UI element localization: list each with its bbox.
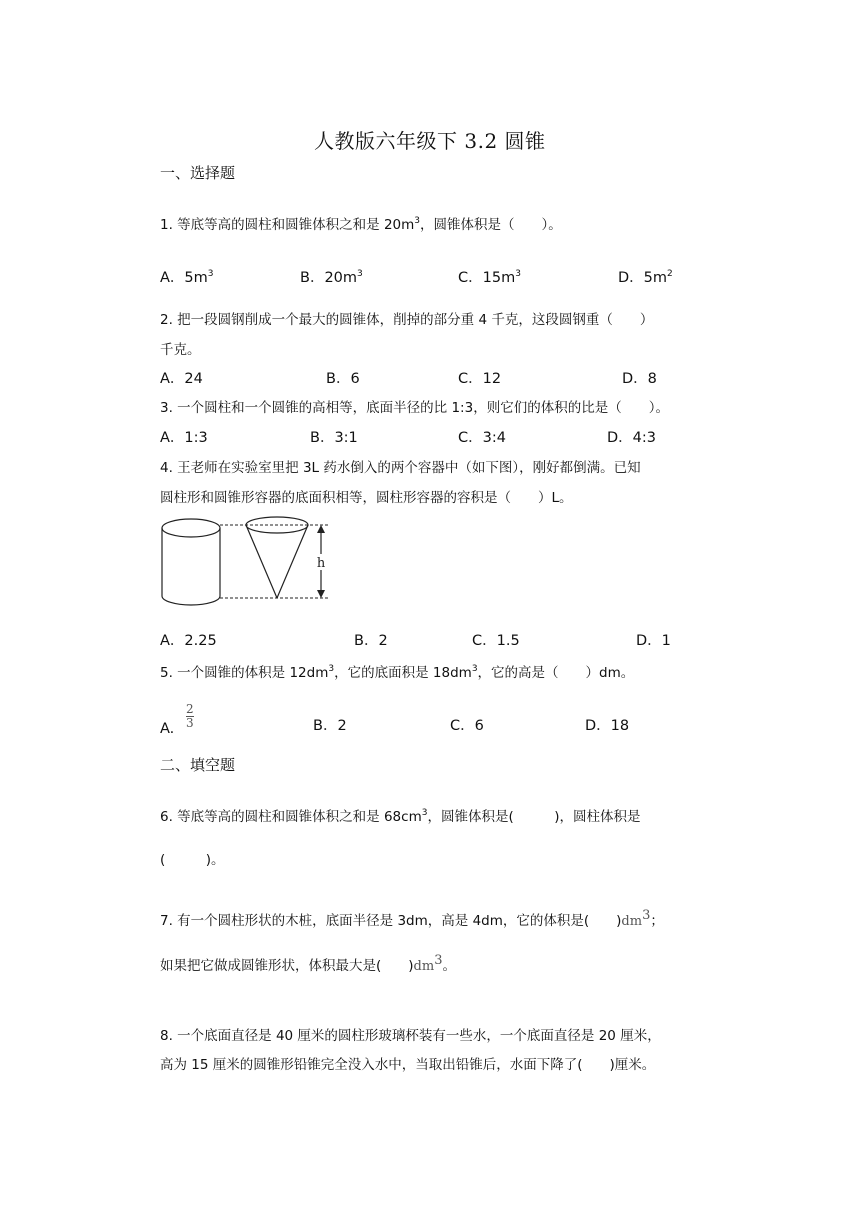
question-1-option-d[interactable]: D．$5m^2$: [618, 269, 673, 286]
question-5-option-b[interactable]: B．2: [313, 718, 347, 734]
question-5: 5. 一个圆锥的体积是 $12dm^3$，它的底面积是 $18dm^3$，它的高是（ ）dm。: [160, 664, 635, 681]
question-5-option-c[interactable]: C．6: [450, 718, 484, 734]
question-2-option-b[interactable]: B．6: [326, 371, 360, 387]
question-5-option-a[interactable]: [160, 721, 174, 737]
fraction-numerator: 2: [186, 702, 194, 716]
question-4-option-c[interactable]: C．1.5: [472, 633, 520, 649]
height-arrow-up: [317, 525, 325, 533]
question-3-option-d[interactable]: D．4:3: [607, 430, 657, 446]
cone-left-side: [246, 525, 277, 598]
fraction-denominator: 3: [186, 716, 194, 730]
question-4-option-b[interactable]: B．2: [354, 633, 388, 649]
question-1-text-b: ，圆锥体积是（ ）。: [420, 217, 562, 233]
question-4-option-a[interactable]: A．2.25: [160, 633, 217, 649]
question-7-line-2: 如果把它做成圆锥形状，体积最大是( )$dm^3$。: [160, 953, 456, 974]
question-4-line-1: 4. 王老师在实验室里把 3L 药水倒入的两个容器中（如下图），刚好都倒满。已知: [160, 460, 641, 476]
question-2-option-a[interactable]: A．24: [160, 371, 203, 387]
question-1: [160, 215, 562, 235]
question-6-line-1: 6. 等底等高的圆柱和圆锥体积之和是 $68cm^3$，圆锥体积是( )，圆柱体积是: [160, 808, 641, 825]
fraction-two-thirds: [186, 704, 194, 731]
section-heading-fill: 二、填空题: [160, 756, 236, 774]
question-2-line-1: 2. 把一段圆钢削成一个最大的圆锥体，削掉的部分重 4 千克，这段圆钢重（ ）: [160, 312, 654, 328]
height-arrow-down: [317, 590, 325, 598]
question-2-line-2: 千克。: [160, 342, 201, 358]
question-6-line-2: ( )。: [160, 852, 225, 868]
question-3-line-1: 3. 一个圆柱和一个圆锥的高相等，底面半径的比 1:3，则它们的体积的比是（ ）。: [160, 400, 669, 416]
question-3-option-c[interactable]: C．3:4: [458, 430, 506, 446]
question-8-line-2: 高为 15 厘米的圆锥形铅锥完全没入水中，当取出铅锥后，水面下降了( )厘米。: [160, 1057, 656, 1073]
question-1-option-b[interactable]: B．$20m^3$: [300, 269, 363, 286]
cylinder-cone-figure: [158, 514, 338, 610]
question-1-text-a: 1. 等底等高的圆柱和圆锥体积之和是 20m: [160, 217, 415, 233]
question-3-option-a[interactable]: A．1:3: [160, 430, 208, 446]
page-title: 人教版六年级下 3.2 圆锥: [314, 129, 546, 153]
question-5-option-d[interactable]: D．18: [585, 718, 630, 734]
cone-right-side: [277, 525, 308, 598]
question-1-option-a[interactable]: A．$5m^3$: [160, 269, 214, 286]
question-2-option-d[interactable]: D．8: [622, 371, 657, 387]
height-label: h: [316, 556, 326, 571]
question-2-option-c[interactable]: C．12: [458, 371, 502, 387]
cylinder-bottom-arc: [162, 596, 220, 605]
question-7-line-1: 7. 有一个圆柱形状的木桩，底面半径是 3dm，高是 4dm，它的体积是( )$dm^3$；: [160, 908, 664, 929]
question-1-option-c[interactable]: C．$15m^3$: [458, 269, 521, 286]
question-4-option-d[interactable]: D．1: [636, 633, 671, 649]
question-1-sup: 3: [414, 216, 421, 226]
cylinder-top-ellipse: [162, 519, 220, 537]
question-4-line-2: 圆柱形和圆锥形容器的底面积相等，圆柱形容器的容积是（ ）L。: [160, 490, 573, 506]
unit-dm: dm: [621, 914, 643, 929]
section-heading-choice: 一、选择题: [160, 164, 236, 182]
option-a-label: A.: [160, 721, 175, 737]
question-8-line-1: 8. 一个底面直径是 40 厘米的圆柱形玻璃杯装有一些水，一个底面直径是 20 厘米，: [160, 1028, 661, 1044]
question-3-option-b[interactable]: B．3:1: [310, 430, 358, 446]
